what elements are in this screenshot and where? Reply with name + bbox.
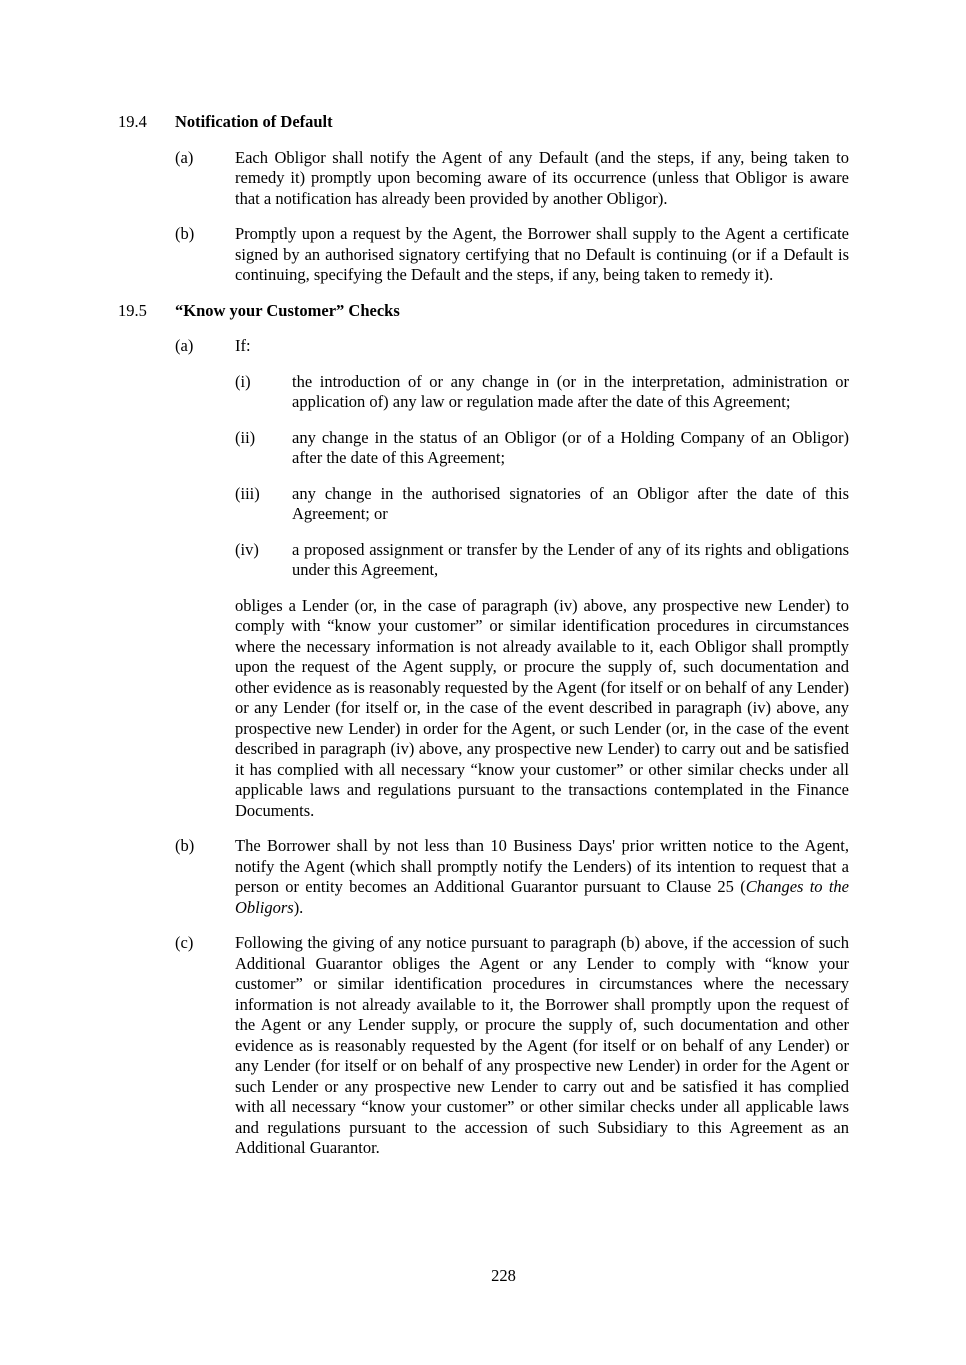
- section-number: 19.5: [118, 300, 147, 320]
- paragraph-label: (a): [175, 147, 194, 167]
- paragraph-text: If:: [235, 336, 251, 355]
- paragraph-text: a proposed assignment or transfer by the Lender of any of its rights and obligations under this Agreement,: [292, 539, 849, 579]
- paragraph-text-segment: ).: [293, 897, 304, 917]
- paragraph-label: (c): [175, 933, 194, 952]
- page-number: 228: [491, 1266, 516, 1285]
- section-title: Notification of Default: [175, 112, 333, 131]
- paragraph-text: the introduction of or any change in (or in the interpretation, administration or application of) any law or regulation made after the date of this Agreement;: [292, 371, 849, 411]
- paragraph-label: (a): [175, 336, 194, 355]
- paragraph-label: (b): [175, 836, 195, 855]
- paragraph-text: [235, 836, 849, 918]
- paragraph-text: any change in the status of an Obligor (or of a Holding Company of an Obligor) after the date of this Agreement;: [292, 427, 849, 467]
- subparagraph-ii: [235, 428, 849, 469]
- paragraph-label: (i): [235, 371, 251, 391]
- section-heading: [118, 112, 966, 133]
- paragraph-b: [175, 224, 849, 286]
- continuation-paragraph: obliges a Lender (or, in the case of paragraph (iv) above, any prospective new Lender) to comply with “know your customer” or similar identification procedures in circumstances where the necessary information is not already available to it, each Obligor shall promptly upon the request of the Agent supply, or procure the supply of, such documentation and other evidence as is reasonably requested by the Agent (for itself or on behalf of any Lender) or any Lender (for itself or, in the case of the event described in paragraph (iv) above, any prospective new Lender) in order for the Agent, or such Lender (or, in the case of the event described in paragraph (iv) above, any prospective new Lender) to carry out and be satisfied it has complied with all necessary “know your customer” or other similar checks under all applicable laws and regulations pursuant to the transactions contemplated in the Finance Documents.: [235, 595, 849, 820]
- paragraph-label: (iv): [235, 539, 259, 559]
- paragraph-label: (ii): [235, 427, 256, 447]
- paragraph-a: [175, 148, 849, 210]
- subparagraph-iii: [235, 484, 849, 525]
- subparagraph-iv: [235, 540, 849, 581]
- section-number: 19.4: [118, 112, 147, 131]
- paragraph-text: Each Obligor shall notify the Agent of any Default (and the steps, if any, being taken to remedy it) promptly upon becoming aware of its occurrence (unless that Obligor is aware that a notification has already been provided by another Obligor).: [235, 147, 849, 208]
- paragraph-text: Promptly upon a request by the Agent, the Borrower shall supply to the Agent a certificate signed by an authorised signatory certifying that no Default is continuing (or if a Default is continuing, specifying the Default and the steps, if any, being taken to remedy it).: [235, 224, 849, 284]
- paragraph-text: any change in the authorised signatories of an Obligor after the date of this Agreement; or: [292, 483, 849, 523]
- paragraph-text: Following the giving of any notice pursuant to paragraph (b) above, if the accession of such Additional Guarantor obliges the Agent or any Lender to comply with “know your customer” or similar identification procedures in circumstances where the necessary information is not already available to it, the Borrower shall promptly upon the request of the Agent or any Lender supply, or procure the supply of, such documentation and other evidence as is reasonably requested by the Agent (for itself or on behalf of any Lender) or any Lender (for itself or on behalf of any prospective new Lender) in order for the Agent or such Lender or any prospective new Lender to carry out and be satisfied it has complied with all necessary “know your customer” or other similar checks under all applicable laws and regulations pursuant to the accession of such Subsidiary to this Agreement as an Additional Guarantor.: [235, 933, 849, 1157]
- paragraph-a: [175, 336, 849, 357]
- section-heading: [118, 301, 966, 322]
- paragraph-label: (iii): [235, 483, 260, 503]
- section-19-4: [0, 112, 966, 286]
- paragraph-c: [175, 933, 849, 1159]
- subparagraph-i: [235, 372, 849, 413]
- paragraph-text-segment: The Borrower shall by not less than 10 Business Days' prior written notice to the Agent, notify the Agent (which shall promptly notify the Lenders) of its intention to request that a person or entity becomes an Additional Guarantor pursuant to Clause 25 (: [235, 836, 849, 896]
- paragraph-b: [175, 836, 849, 918]
- clause-reference-italic: Changes to the Obligors: [235, 877, 849, 917]
- section-title: “Know your Customer” Checks: [175, 300, 400, 320]
- paragraph-label: (b): [175, 224, 195, 243]
- section-19-5: [0, 301, 966, 1159]
